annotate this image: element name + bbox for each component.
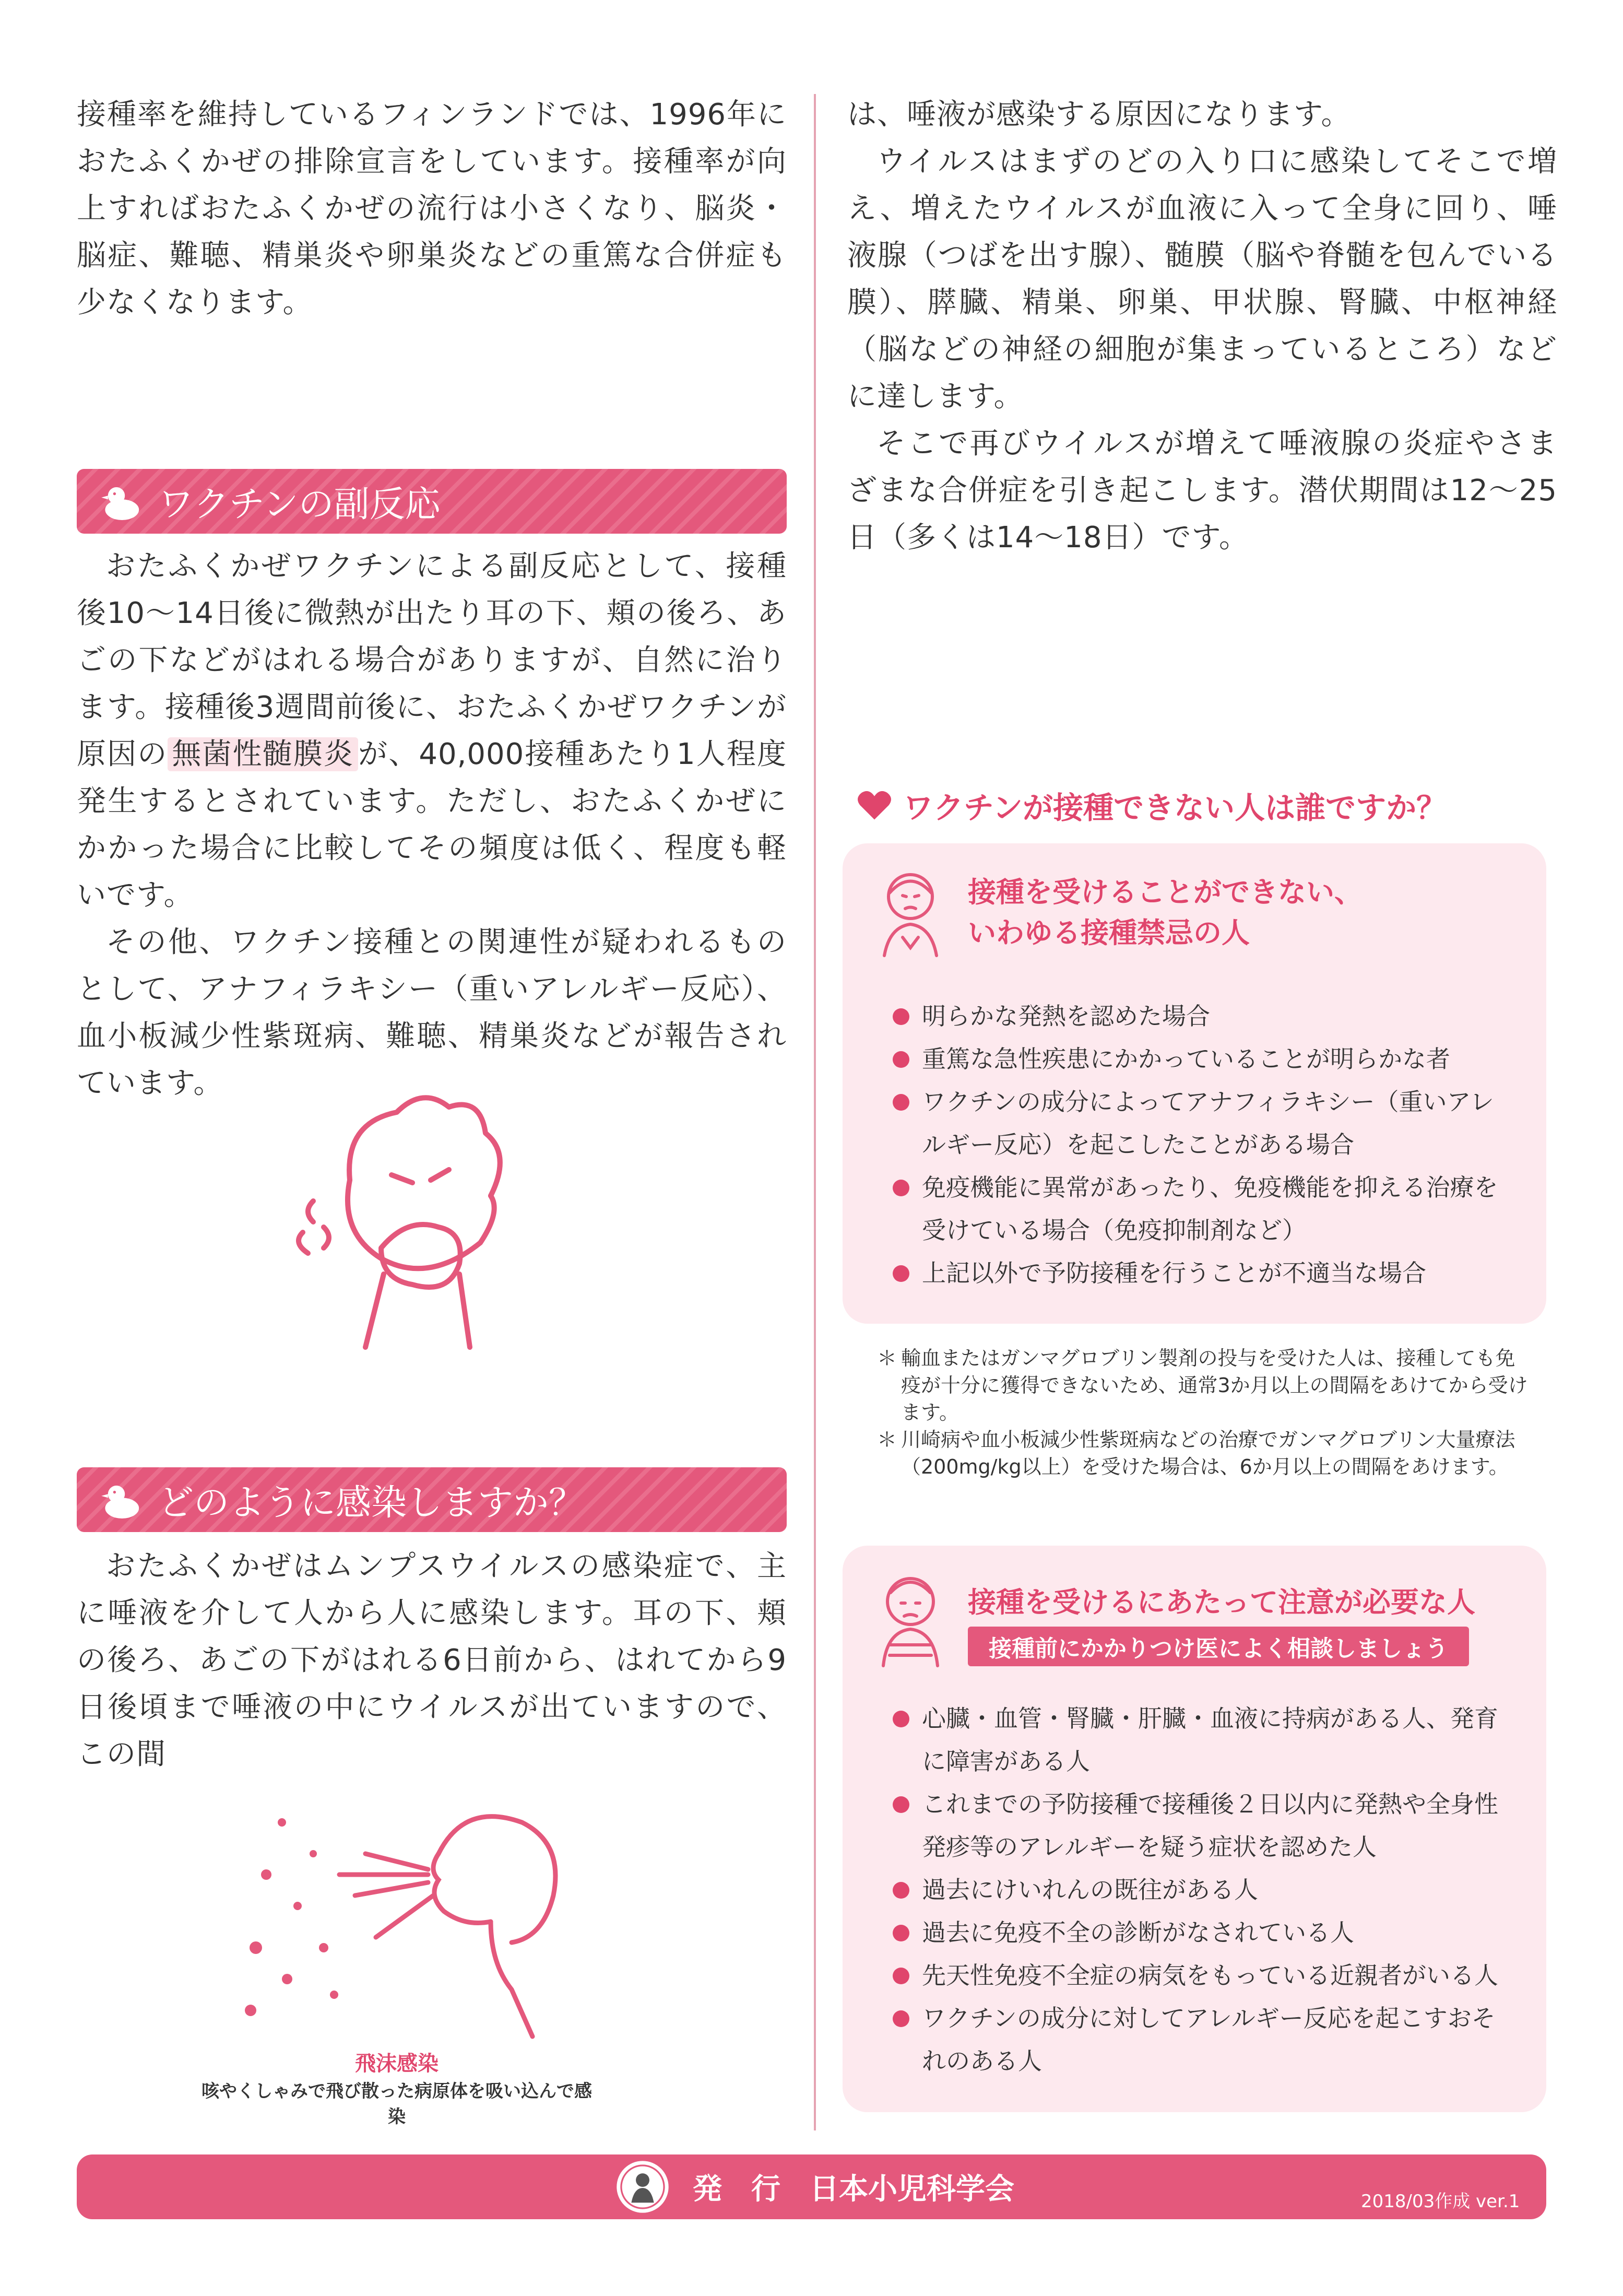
side-effects-text: [77, 543, 787, 1107]
droplet-infection-illustration: [219, 1791, 585, 2042]
highlight-aseptic-meningitis: 無菌性髄膜炎: [168, 737, 358, 771]
contraindication-box: [843, 843, 1546, 1324]
publisher-text: 発 行 日本小児科学会: [693, 2172, 1014, 2206]
contraindication-list: [890, 995, 1516, 1294]
notes: [877, 1345, 1535, 1480]
section-header-side-effects: [77, 469, 787, 534]
duck-icon: [98, 478, 145, 525]
right-paragraph-a: は、唾液が感染する原因になります。: [847, 98, 1351, 132]
section-title: ワクチンの副反応: [158, 484, 441, 525]
side-effects-paragraph-2: その他、ワクチン接種との関連性が疑われるものとして、アナフィラキシー（重いアレルギー反応）、血小板減少性紫斑病、難聴、精巣炎などが報告されています。: [77, 925, 787, 1100]
note-item: ＊ 川崎病や血小板減少性紫斑病などの治療でガンマグロブリン大量療法（200mg/kg以上）を受けた場合は、6か月以上の間隔をあけます。: [877, 1428, 1515, 1478]
version-text: 2018/03作成 ver.1: [1361, 2191, 1520, 2212]
section-header-infection: [77, 1467, 787, 1532]
caution-box: [843, 1546, 1546, 2112]
box2-subtitle: 接種前にかかりつけ医によく相談しましょう: [968, 1627, 1469, 1666]
caption-title: 飛沫感染: [355, 2052, 439, 2076]
note-item: ＊ 輸血またはガンマグロブリン製剤の投与を受けた人は、接種しても免疫が十分に獲得できないため、通常3か月以上の間隔をあけてから受けます。: [877, 1347, 1528, 1424]
duck-icon: [98, 1476, 145, 1523]
list-item: ワクチンの成分によってアナフィラキシー（重いアレルギー反応）を起こしたことがある場合: [890, 1080, 1516, 1166]
list-item: 重篤な急性疾患にかかっていることが明らかな者: [890, 1038, 1516, 1080]
infection-text: [77, 1543, 787, 1778]
woman-icon: [874, 864, 947, 958]
right-text: [847, 91, 1557, 561]
right-paragraph-c: そこで再びウイルスが増えて唾液腺の炎症やさまざまな合併症を引き起こします。潜伏期間は12〜25日（多くは14〜18日）です。: [847, 427, 1557, 555]
illustration-caption: [193, 2047, 600, 2128]
society-logo: [614, 2159, 671, 2215]
box2-title: 接種を受けるにあたって注意が必要な人: [968, 1586, 1475, 1619]
list-item: 過去にけいれんの既往がある人: [890, 1868, 1516, 1911]
list-item: 過去に免疫不全の診断がなされている人: [890, 1911, 1516, 1954]
list-item: 心臓・血管・腎臓・肝臓・血液に持病がある人、発育に障害がある人: [890, 1697, 1516, 1783]
list-item: 上記以外で予防接種を行うことが不適当な場合: [890, 1252, 1516, 1294]
list-item: 明らかな発熱を認めた場合: [890, 995, 1516, 1038]
section-header-contraindications: [856, 783, 1577, 827]
list-item: ワクチンの成分に対してアレルギー反応を起こすおそれのある人: [890, 1997, 1516, 2082]
caution-list: [890, 1697, 1516, 2082]
box1-title: 接種を受けることができない、 いわゆる接種禁忌の人: [968, 876, 1363, 949]
section-title: ワクチンが接種できない人は誰ですか？: [903, 790, 1447, 826]
list-item: これまでの予防接種で接種後２日以内に発熱や全身性発疹等のアレルギーを疑う症状を認めた人: [890, 1783, 1516, 1868]
child-icon: [874, 1569, 947, 1668]
infection-paragraph: おたふくかぜはムンプスウイルスの感染症で、主に唾液を介して人から人に感染します。耳の下、頬の後ろ、あごの下がはれる6日前から、はれてから9日後頃まで唾液の中にウイルスが出ていますので、この間: [77, 1549, 787, 1771]
section-title: どのように感染しますか？: [158, 1482, 585, 1524]
intro-paragraph: 接種率を維持しているフィンランドでは、1996年におたふくかぜの排除宣言をしています。接種率が向上すればおたふくかぜの流行は小さくなり、脳炎・脳症、難聴、精巣炎や卵巣炎などの重篤な合併症も少なくなります。: [77, 98, 787, 320]
side-effects-paragraph: おたふくかぜワクチンによる副反応として、接種後10〜14日後に微熱が出たり耳の下、頬の後ろ、あごの下などがはれる場合がありますが、自然に治ります。接種後3週間前後に、おたふくかぜワクチンが原因の 無菌性髄膜炎 が、40,000接種あたり1人程度発生するとされています。ただし、おたふくかぜにかかった場合に比較してその頻度は低く、程度も軽いです。: [77, 549, 787, 912]
footer-bar: [77, 2154, 1546, 2219]
intro-text: [77, 91, 787, 326]
list-item: 免疫機能に異常があったり、免疫機能を抑える治療を受けている場合（免疫抑制剤など）: [890, 1166, 1516, 1252]
column-divider: [814, 94, 816, 2130]
right-paragraph-b: ウイルスはまずのどの入り口に感染してそこで増え、増えたウイルスが血液に入って全身に回り、唾液腺（つばを出す腺）、髄膜（脳や脊髄を包んでいる膜）、膵臓、精巣、卵巣、甲状腺、腎臓、中枢神経（脳などの神経の細胞が集まっているところ）などに達します。: [847, 145, 1558, 414]
list-item: 先天性免疫不全症の病気をもっている近親者がいる人: [890, 1954, 1516, 1997]
heart-icon: [856, 789, 893, 821]
sneezing-child-illustration: [292, 1076, 564, 1379]
caption-subtitle: 咳やくしゃみで飛び散った病原体を吸い込んで感染: [202, 2081, 592, 2127]
